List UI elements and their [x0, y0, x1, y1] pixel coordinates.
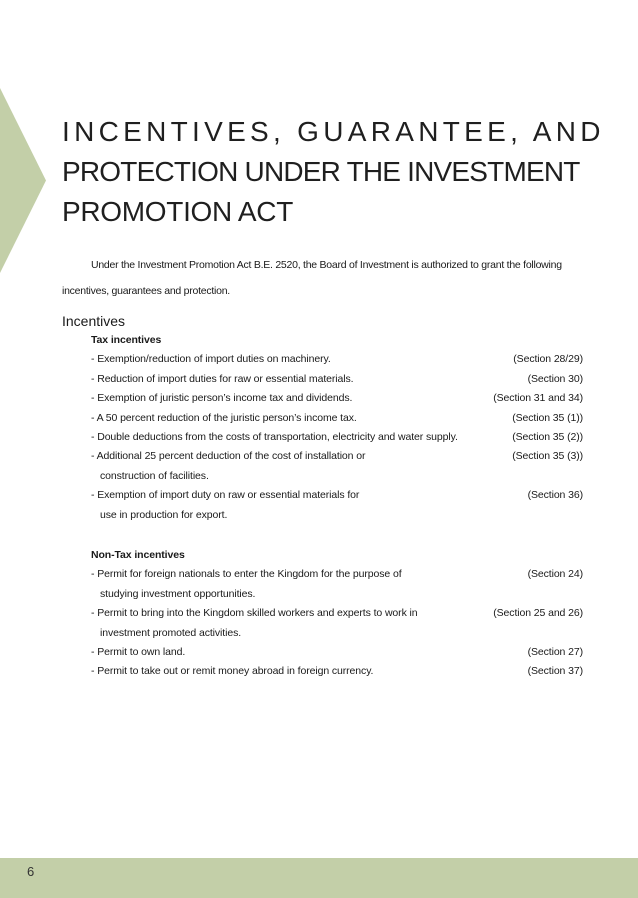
item-text: - Permit to take out or remit money abroad in foreign currency. — [91, 665, 374, 678]
intro-paragraph — [62, 252, 590, 304]
item-text: - A 50 percent reduction of the juristic person’s income tax. — [91, 411, 357, 424]
section-reference: (Section 35 (1)) — [512, 411, 583, 424]
item-continuation: studying investment opportunities. — [100, 587, 256, 600]
title-line-2: PROTECTION UNDER THE INVESTMENT — [62, 156, 580, 187]
item-continuation: use in production for export. — [100, 508, 228, 521]
side-tab-decoration — [0, 88, 46, 273]
list-item — [91, 350, 591, 369]
list-item — [91, 662, 591, 681]
title-line-1: INCENTIVES, GUARANTEE, AND — [62, 116, 605, 147]
nontax-incentives-list — [91, 546, 591, 682]
section-reference: (Section 25 and 26) — [493, 607, 583, 620]
item-text: - Exemption of import duty on raw or essential materials for — [91, 489, 360, 502]
section-reference: (Section 27) — [527, 646, 583, 659]
section-reference: (Section 28/29) — [513, 353, 583, 366]
list-item — [91, 409, 591, 428]
item-text: - Reduction of import duties for raw or essential materials. — [91, 372, 354, 385]
footer-bar — [0, 858, 638, 898]
item-text: - Permit for foreign nationals to enter the Kingdom for the purpose of — [91, 568, 402, 581]
section-reference: (Section 36) — [527, 489, 583, 502]
list-item — [91, 447, 591, 466]
intro-line-1: Under the Investment Promotion Act B.E. 2520, the Board of Investment is authorized to grant the following — [91, 259, 562, 271]
list-item — [91, 565, 591, 584]
item-continuation: investment promoted activities. — [100, 626, 242, 639]
item-text: - Exemption of juristic person’s income tax and dividends. — [91, 392, 353, 405]
tax-incentives-list — [91, 331, 591, 525]
item-text: - Additional 25 percent deduction of the cost of installation or — [91, 450, 366, 463]
list-item — [91, 370, 591, 389]
list-item — [91, 389, 591, 408]
nontax-incentives-heading: Non-Tax incentives — [91, 549, 185, 561]
section-reference: (Section 35 (2)) — [512, 431, 583, 444]
list-item — [91, 486, 591, 505]
incentives-heading: Incentives — [62, 313, 126, 329]
item-text: - Permit to own land. — [91, 646, 186, 659]
section-reference: (Section 30) — [527, 372, 583, 385]
page-title — [62, 112, 622, 232]
item-text: - Double deductions from the costs of transportation, electricity and water supply. — [91, 431, 458, 444]
item-continuation: construction of facilities. — [100, 469, 209, 482]
section-reference: (Section 24) — [527, 568, 583, 581]
item-text: - Exemption/reduction of import duties on machinery. — [91, 353, 331, 366]
section-reference: (Section 37) — [527, 665, 583, 678]
section-reference: (Section 35 (3)) — [512, 450, 583, 463]
page-number: 6 — [27, 864, 35, 879]
item-text: - Permit to bring into the Kingdom skilled workers and experts to work in — [91, 607, 418, 620]
section-reference: (Section 31 and 34) — [493, 392, 583, 405]
list-item — [91, 428, 591, 447]
title-line-3: PROMOTION ACT — [62, 196, 293, 227]
tax-incentives-heading: Tax incentives — [91, 334, 162, 346]
list-item — [91, 643, 591, 662]
intro-line-2: incentives, guarantees and protection. — [62, 285, 230, 297]
list-item — [91, 604, 591, 623]
